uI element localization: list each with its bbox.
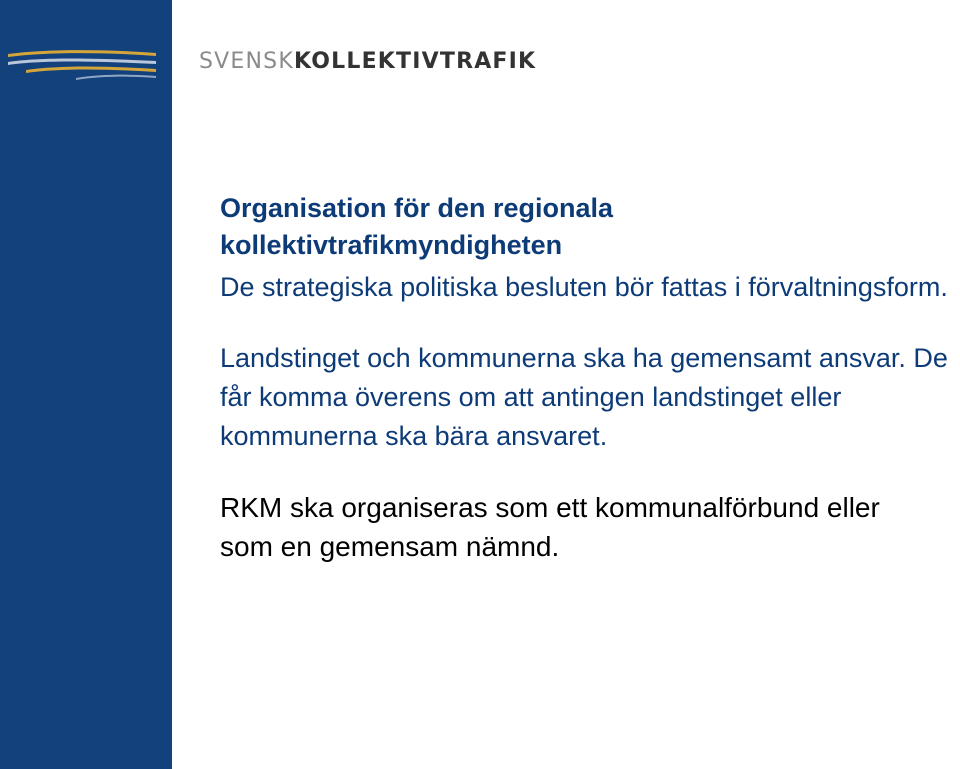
slide-title: Organisation för den regionala kollektivtrafikmyndigheten bbox=[220, 193, 614, 260]
paragraph-rkm-organisation: RKM ska organiseras som ett kommunalförbund eller som en gemensam nämnd. bbox=[220, 492, 880, 562]
paragraph-governance-form: De strategiska politiska besluten bör fattas i förvaltningsform. bbox=[220, 272, 948, 302]
slide-content bbox=[220, 190, 958, 566]
brand-logo-light-text: SVENSK bbox=[199, 49, 294, 74]
brand-wave-logo-icon bbox=[6, 40, 158, 84]
left-sidebar-band bbox=[0, 0, 172, 769]
paragraph-shared-responsibility: Landstinget och kommunerna ska ha gemensamt ansvar. De får komma överens om att antingen landstinget eller kommunerna ska bära ansvaret. bbox=[220, 343, 948, 451]
brand-logo-wordmark bbox=[199, 49, 536, 75]
brand-logo-bold-text: KOLLEKTIVTRAFIK bbox=[293, 49, 537, 74]
